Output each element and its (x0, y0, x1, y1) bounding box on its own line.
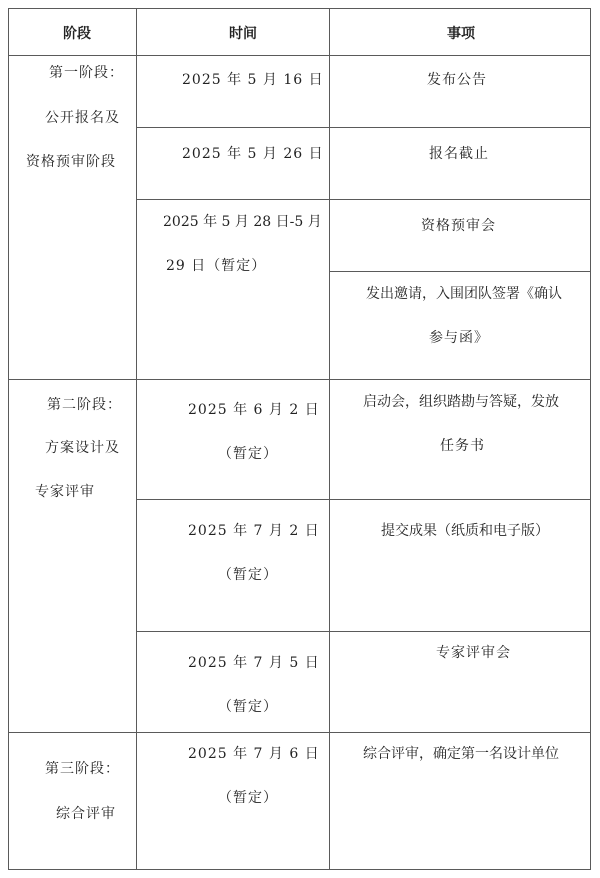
stage2-label-line1: 第二阶段： (47, 397, 122, 413)
table-border-bottom (8, 869, 591, 870)
row-item-line1: 发出邀请，入围团队签署《确认 (366, 286, 562, 302)
row-time-line1: 2025 年 7 月 6 日 (188, 746, 320, 762)
row-time-line2: （暂定） (218, 446, 278, 462)
row-time-line1: 2025 年 7 月 2 日 (188, 523, 320, 539)
row-time-line2: 29 日（暂定） (166, 258, 267, 274)
row-item: 报名截止 (429, 146, 489, 162)
header-divider (8, 55, 591, 56)
row-item: 专家评审会 (436, 645, 511, 661)
stage-divider (8, 379, 591, 380)
row-item: 综合评审，确定第一名设计单位 (363, 746, 559, 762)
table-border-right (590, 8, 591, 870)
stage1-label-line3: 资格预审阶段 (26, 154, 116, 170)
stage1-label-line2: 公开报名及 (45, 110, 120, 126)
row-divider (136, 127, 591, 128)
stage2-label-line3: 专家评审 (35, 484, 95, 500)
column-divider-2 (329, 8, 330, 870)
stage3-label-line2: 综合评审 (56, 806, 116, 822)
column-divider-1 (136, 8, 137, 870)
row-time: 2025 年 5 月 26 日 (182, 146, 324, 162)
stage-divider (8, 732, 591, 733)
row-time-line1: 2025 年 6 月 2 日 (188, 402, 320, 418)
stage2-label-line2: 方案设计及 (45, 440, 120, 456)
row-item: 提交成果（纸质和电子版） (381, 523, 549, 539)
row-time-line1: 2025 年 7 月 5 日 (188, 655, 320, 671)
row-item-line1: 启动会，组织踏勘与答疑，发放 (363, 394, 559, 410)
row-divider (136, 499, 591, 500)
row-item: 发布公告 (427, 72, 487, 88)
row-divider (136, 199, 591, 200)
row-time-line1: 2025 年 5 月 28 日-5 月 (163, 214, 322, 230)
table-border-top (8, 8, 591, 9)
row-time: 2025 年 5 月 16 日 (182, 72, 324, 88)
row-time-line2: （暂定） (218, 567, 278, 583)
row-time-line2: （暂定） (218, 790, 278, 806)
row-item: 资格预审会 (421, 218, 496, 234)
header-time: 时间 (229, 26, 257, 42)
row-item-line2: 任务书 (440, 438, 485, 454)
header-item: 事项 (447, 26, 475, 42)
table-border-left (8, 8, 9, 870)
row-divider (329, 271, 591, 272)
row-item-line2: 参与函》 (429, 330, 489, 346)
row-time-line2: （暂定） (218, 699, 278, 715)
row-divider (136, 631, 591, 632)
stage3-label-line1: 第三阶段： (45, 761, 120, 777)
stage1-label-line1: 第一阶段： (49, 65, 124, 81)
header-stage: 阶段 (63, 26, 91, 42)
